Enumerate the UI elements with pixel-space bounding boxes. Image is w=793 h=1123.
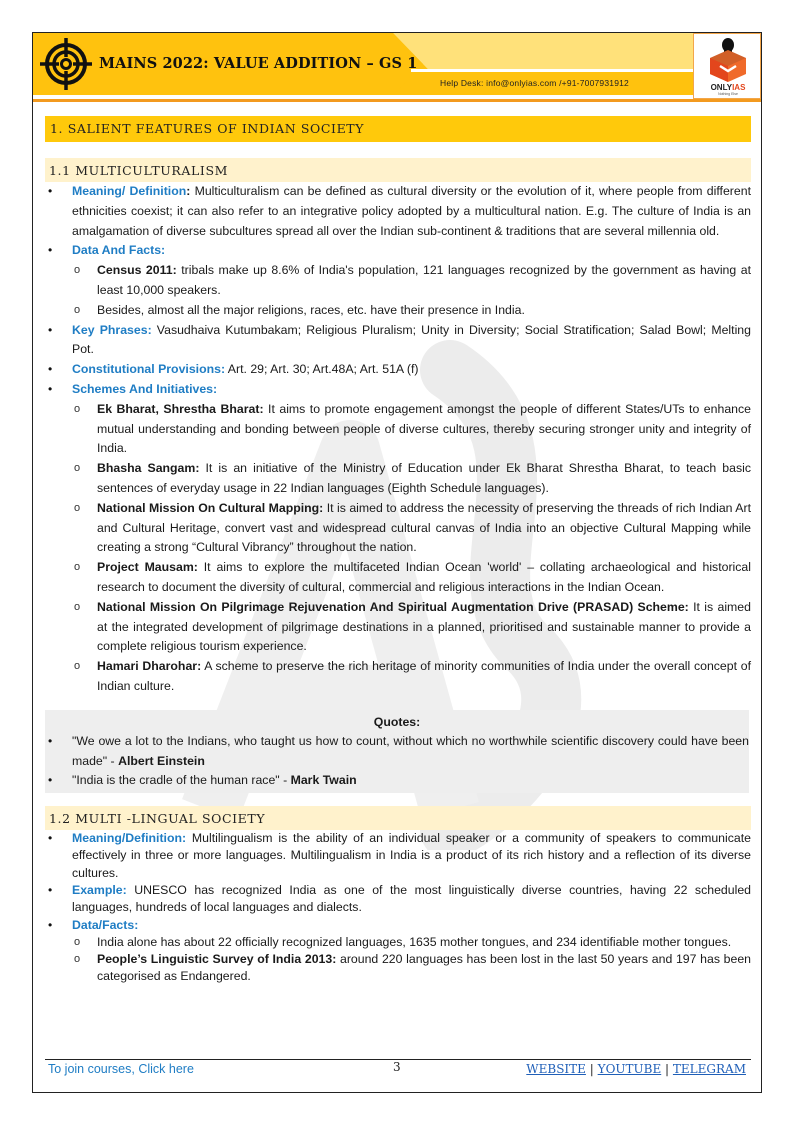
- label-colon: :: [147, 322, 152, 337]
- list-item-key-phrases: [45, 321, 751, 361]
- scheme-name: Ek Bharat, Shrestha Bharat:: [97, 401, 264, 416]
- scheme-text: It is aimed to address the necessity of preserving the threads of rich Indian Art and Cultural Heritage, convert vast and widespread cultural canvas of India into an objective Cultural Mapping while creating a strong “Cultural Vibrancy” throughout the nation.: [97, 500, 751, 555]
- sub-item: [45, 951, 751, 986]
- scheme-name: Project Mausam:: [97, 560, 198, 575]
- item-label: Data And Facts:: [72, 243, 166, 258]
- header-rule: [33, 99, 761, 102]
- item-label: Schemes And Initiatives:: [72, 381, 218, 396]
- onlyias-logo[interactable]: [693, 33, 761, 99]
- scheme-text: It aims to explore the multifaceted Indian Ocean 'world' – collating archaeological and historical research to document the diversity of cultural, commercial and religious interactions in the Indian Ocean.: [97, 560, 752, 594]
- scheme-text: It aims to promote engagement amongst the people of different States/UTs to enhance mutual understanding and bonding between people of diverse cultures, thereby securing stronger unity and integrity of India.: [97, 401, 751, 456]
- quote-text: "We owe a lot to the Indians, who taught us how to count, without which no worthwhile scientific discovery could have been made" -: [72, 733, 749, 768]
- website-link[interactable]: WEBSITE: [526, 1062, 586, 1076]
- scheme-item: [45, 400, 751, 459]
- list-item-example: [45, 882, 751, 917]
- list-item-meaning: [45, 830, 751, 882]
- label-colon: :: [186, 184, 191, 198]
- sub-item-label: Census 2011:: [97, 263, 177, 278]
- scheme-item: [45, 598, 751, 657]
- item-label: Constitutional Provisions:: [72, 362, 226, 377]
- page-number: 3: [393, 1060, 401, 1074]
- multiculturalism-list: [45, 182, 751, 697]
- quote-author: Mark Twain: [290, 773, 357, 788]
- circle-bullet-icon: o: [74, 303, 81, 316]
- scheme-item: [45, 657, 751, 697]
- scheme-name: National Mission On Pilgrimage Rejuvenation And Spiritual Augmentation Drive (PRASAD) Scheme:: [97, 599, 689, 614]
- circle-bullet-icon: o: [74, 660, 81, 673]
- scheme-name: National Mission On Cultural Mapping:: [97, 500, 324, 515]
- bullet-icon: •: [48, 733, 53, 748]
- bullet-icon: •: [48, 381, 53, 396]
- bullet-icon: •: [48, 243, 53, 258]
- sub-item: [45, 934, 751, 951]
- sub-item-label: People’s Linguistic Survey of India 2013:: [97, 952, 337, 967]
- sub-item: [45, 301, 751, 321]
- join-courses-link[interactable]: To join courses, Click here: [48, 1062, 194, 1076]
- bullet-icon: •: [48, 362, 53, 377]
- item-text: UNESCO has recognized India as one of the most linguistically diverse countries, having 22 scheduled languages, hundreds of local languages and dialects.: [72, 883, 751, 915]
- page-header: [33, 33, 761, 101]
- footer-links: [526, 1062, 746, 1076]
- list-item-data-facts: [45, 917, 751, 934]
- quotes-box: [45, 710, 749, 793]
- scheme-text: It is aimed at the integrated development of pilgrimage destinations in a planned, prioritised and sustainable manner to provide a complete religious tourism experience.: [97, 599, 751, 654]
- item-text: Multiculturalism can be defined as cultural diversity or the evolution of it, where people from different ethnicities coexist; it can also refer to an integrative policy adopted by a multicultural nation. E.g. The culture of India is an amalgamation of diverse subcultures spread all over the Indian sub-continent & traditions that are several millennia old.: [72, 184, 751, 238]
- sub-item-text: Besides, almost all the major religions, races, etc. have their presence in India.: [97, 302, 525, 317]
- item-label: Meaning/ Definition: [72, 184, 187, 198]
- circle-bullet-icon: o: [74, 402, 81, 415]
- helpdesk-contact: Help Desk: info@onlyias.com /+91-7007931912: [440, 78, 629, 88]
- link-separator: |: [589, 1062, 594, 1076]
- item-label: Meaning/Definition:: [72, 831, 187, 846]
- scheme-item: [45, 558, 751, 598]
- subsection-heading-multiculturalism: 1.1 MULTICULTURALISM: [45, 158, 751, 182]
- svg-text:ONLYIAS: ONLYIAS: [710, 83, 746, 92]
- scheme-item: [45, 459, 751, 499]
- bullet-icon: •: [48, 322, 53, 337]
- scheme-text: A scheme to preserve the rich heritage of minority communities of India under the overall concept of Indian culture.: [97, 659, 751, 693]
- circle-bullet-icon: o: [74, 935, 81, 948]
- bullet-icon: •: [48, 773, 53, 788]
- circle-bullet-icon: o: [74, 953, 81, 966]
- quote-item: [45, 771, 749, 791]
- sub-item-text: tribals make up 8.6% of India's population, 121 languages recognized by the government as having at least 10,000 speakers.: [97, 263, 752, 297]
- logo-tagline: Nothing Else: [718, 92, 738, 96]
- header-divider: [411, 69, 693, 72]
- bullet-icon: •: [48, 831, 53, 846]
- sub-item: [45, 261, 751, 301]
- quote-author: Albert Einstein: [118, 753, 205, 768]
- bullet-icon: •: [48, 184, 53, 198]
- circle-bullet-icon: o: [74, 501, 81, 514]
- scheme-item: [45, 499, 751, 558]
- list-item-constitutional: [45, 360, 751, 380]
- circle-bullet-icon: o: [74, 264, 81, 277]
- link-separator: |: [665, 1062, 670, 1076]
- youtube-link[interactable]: YOUTUBE: [597, 1062, 662, 1076]
- document-body: [45, 116, 751, 986]
- item-text: Multilingualism is the ability of an individual speaker or a community of speakers to communicate effectively in three or more languages. Multilingualism in India is a product of its rich history and a reflection of its diverse cultures.: [72, 831, 751, 880]
- item-label: Data/Facts:: [72, 917, 139, 932]
- quotes-list: [45, 732, 749, 791]
- bullet-icon: •: [48, 883, 53, 897]
- item-text: Vasudhaiva Kutumbakam; Religious Pluralism; Unity in Diversity; Social Stratification; Salad Bowl; Melting Pot.: [72, 322, 751, 357]
- bullet-icon: •: [48, 917, 53, 932]
- quotes-title: Quotes:: [373, 714, 421, 729]
- circle-bullet-icon: o: [74, 600, 81, 613]
- item-text: Art. 29; Art. 30; Art.48A; Art. 51A (f): [225, 362, 419, 377]
- item-label: Key Phrases: [72, 322, 148, 337]
- scheme-text: It is an initiative of the Ministry of Education under Ek Bharat Shrestha Bharat, to teach basic sentences of everyday usage in 22 Indian languages (Eighth Schedule languages).: [97, 461, 751, 495]
- crosshair-target-icon: [39, 37, 93, 91]
- circle-bullet-icon: o: [74, 462, 81, 475]
- document-title: MAINS 2022: VALUE ADDITION – GS 1: [99, 55, 418, 72]
- quote-item: [45, 732, 749, 772]
- list-item-data-facts: [45, 241, 751, 261]
- item-label: Example:: [72, 883, 127, 897]
- list-item-schemes: [45, 380, 751, 400]
- scheme-name: Bhasha Sangam:: [97, 461, 200, 476]
- telegram-link[interactable]: TELEGRAM: [672, 1062, 746, 1076]
- list-item-meaning: [45, 182, 751, 241]
- sub-item-text: around 220 languages has been lost in the last 50 years and 197 has been categorised as Endangered.: [97, 952, 751, 984]
- sub-item-text: India alone has about 22 officially recognized languages, 1635 mother tongues, and 234 identifiable mother tongues.: [97, 934, 732, 949]
- onlyias-logo-icon: [702, 36, 754, 96]
- multilingual-list: [45, 830, 751, 986]
- circle-bullet-icon: o: [74, 561, 81, 574]
- scheme-name: Hamari Dharohar:: [97, 659, 202, 674]
- section-heading: 1. SALIENT FEATURES OF INDIAN SOCIETY: [45, 116, 751, 142]
- quote-text: "India is the cradle of the human race" -: [72, 773, 291, 788]
- subsection-heading-multilingual: 1.2 MULTI -LINGUAL SOCIETY: [45, 806, 751, 830]
